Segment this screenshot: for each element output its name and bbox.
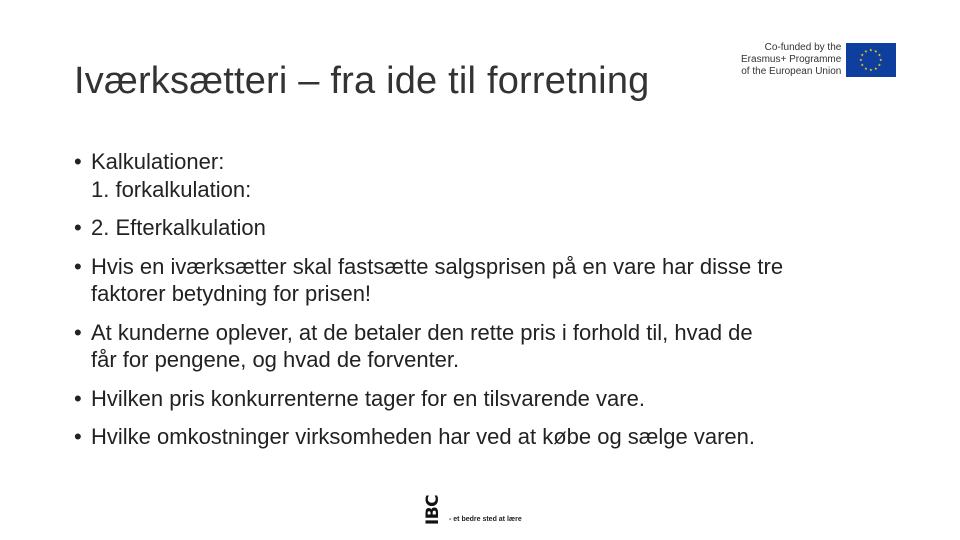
- bullet-marker: •: [74, 253, 82, 279]
- bullet-item: [74, 423, 904, 451]
- slide-title: Iværksætteri – fra ide til forretning: [74, 60, 650, 102]
- bullet-item: [74, 214, 904, 242]
- bullet-marker: •: [74, 385, 82, 411]
- bullet-text: Kalkulationer:: [91, 149, 225, 174]
- erasmus-logo-line: of the European Union: [741, 65, 842, 77]
- bullet-text: Hvis en iværksætter skal fastsætte salgsprisen på en vare har disse tre: [91, 253, 784, 279]
- bullet-item: [74, 253, 904, 308]
- bullet-item: [74, 319, 904, 374]
- bullet-text: får for pengene, og hvad de forventer.: [91, 347, 460, 372]
- erasmus-logo: [738, 41, 896, 78]
- ibc-mark: [420, 493, 446, 527]
- erasmus-logo-line: Erasmus+ Programme: [741, 53, 842, 65]
- bullet-text: Hvilken pris konkurrenterne tager for en tilsvarende vare.: [91, 385, 645, 411]
- ibc-tagline: - et bedre sted at lære: [449, 516, 522, 523]
- bullet-text: 2. Efterkalkulation: [91, 215, 266, 240]
- bullet-text: Hvilke omkostninger virksomheden har ved at købe og sælge varen.: [91, 424, 755, 449]
- ibc-mark-text: IBC: [423, 494, 444, 526]
- bullet-marker: •: [74, 149, 82, 174]
- bullet-list: [74, 148, 904, 462]
- bullet-text: faktorer betydning for prisen!: [91, 281, 372, 306]
- bullet-text: 1. forkalkulation:: [91, 176, 252, 202]
- ibc-logo: [420, 493, 540, 529]
- bullet-marker: •: [74, 319, 82, 345]
- bullet-text: At kunderne oplever, at de betaler den rette pris i forhold til, hvad de: [91, 319, 753, 345]
- bullet-marker: •: [74, 215, 82, 240]
- erasmus-logo-line: Co-funded by the: [764, 41, 842, 53]
- bullet-marker: •: [74, 424, 82, 449]
- erasmus-logo-text: [738, 42, 846, 78]
- eu-flag-icon: [846, 43, 896, 77]
- bullet-item: [74, 148, 904, 203]
- bullet-item: [74, 385, 904, 413]
